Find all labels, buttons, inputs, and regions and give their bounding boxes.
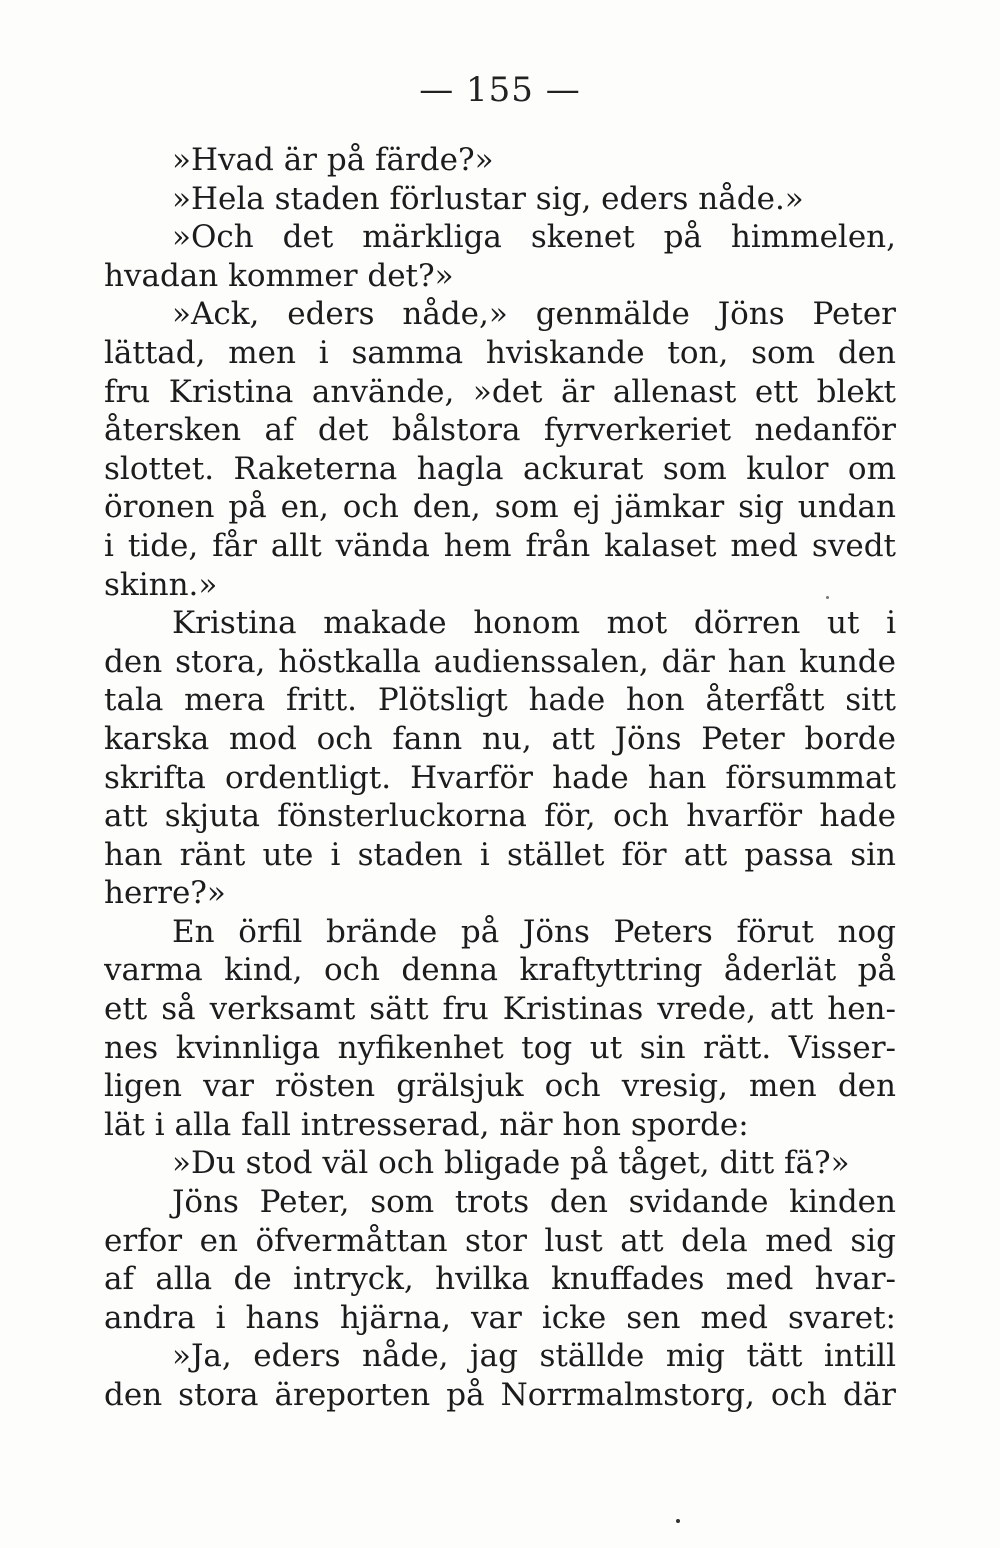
text-line: öronen på en, och den, som ej jämkar sig undan <box>104 489 896 526</box>
text-line: att skjuta fönsterluckorna för, och hvarför hade <box>104 798 896 835</box>
text-line: Jöns Peter, som trots den svidande kinden <box>172 1184 896 1221</box>
text-line: den stora äreporten på Norrmalmstorg, och där <box>104 1377 896 1413</box>
text-line: fru Kristina använde, »det är allenast ett blekt <box>104 373 896 410</box>
text-line: andra i hans hjärna, var icke sen med svaret: <box>104 1299 896 1336</box>
text-line: »Och det märkliga skenet på himmelen, <box>172 219 896 256</box>
text-line: i tide, får allt vända hem från kalaset med svedt <box>104 527 896 564</box>
text-line: slottet. Raketerna hagla ackurat som kulor om <box>104 450 896 487</box>
print-speck <box>676 1519 680 1523</box>
text-line: ligen var rösten grälsjuk och vresig, men den <box>104 1068 896 1105</box>
text-line: den stora, höstkalla audienssalen, där han kunde <box>104 643 896 680</box>
text-line: karska mod och fann nu, att Jöns Peter borde <box>104 720 896 757</box>
text-line: En örfil brände på Jöns Peters förut nog <box>172 913 896 950</box>
text-line: Kristina makade honom mot dörren ut i <box>172 605 896 642</box>
text-line: »Du stod väl och bligade på tåget, ditt fä?» <box>172 1145 850 1182</box>
text-line: af alla de intryck, hvilka knuffades med hvar- <box>104 1261 896 1298</box>
text-line: tala mera fritt. Plötsligt hade hon återfått sitt <box>104 682 896 719</box>
text-line: hvadan kommer det?» <box>104 257 454 294</box>
text-line: lät i alla fall intresserad, när hon sporde: <box>104 1106 749 1143</box>
text-line: nes kvinnliga nyfikenhet tog ut sin rätt. Visser- <box>104 1029 896 1066</box>
text-line: skinn.» <box>104 566 218 603</box>
body-text <box>104 141 896 1415</box>
text-line: ett så verksamt sätt fru Kristinas vrede, att hen- <box>104 991 896 1028</box>
text-line: skrifta ordentligt. Hvarför hade han försummat <box>104 759 896 796</box>
print-speck <box>826 596 829 599</box>
text-line: »Hela staden förlustar sig, eders nåde.» <box>172 180 804 217</box>
text-line: »Hvad är på färde?» <box>172 142 494 178</box>
text-line: återsken af det bålstora fyrverkeriet nedanför <box>104 412 896 449</box>
page-number: — 155 — <box>419 70 581 110</box>
text-line: han ränt ute i staden i stället för att passa sin <box>104 836 896 873</box>
text-line: varma kind, och denna kraftyttring åderlät på <box>104 952 896 989</box>
text-line: »Ack, eders nåde,» genmälde Jöns Peter <box>172 296 896 333</box>
text-line: »Ja, eders nåde, jag ställde mig tätt intill <box>172 1338 896 1375</box>
text-line: herre?» <box>104 875 226 912</box>
text-line: erfor en öfvermåttan stor lust att dela med sig <box>104 1222 896 1259</box>
text-line: lättad, men i samma hviskande ton, som den <box>104 334 896 371</box>
